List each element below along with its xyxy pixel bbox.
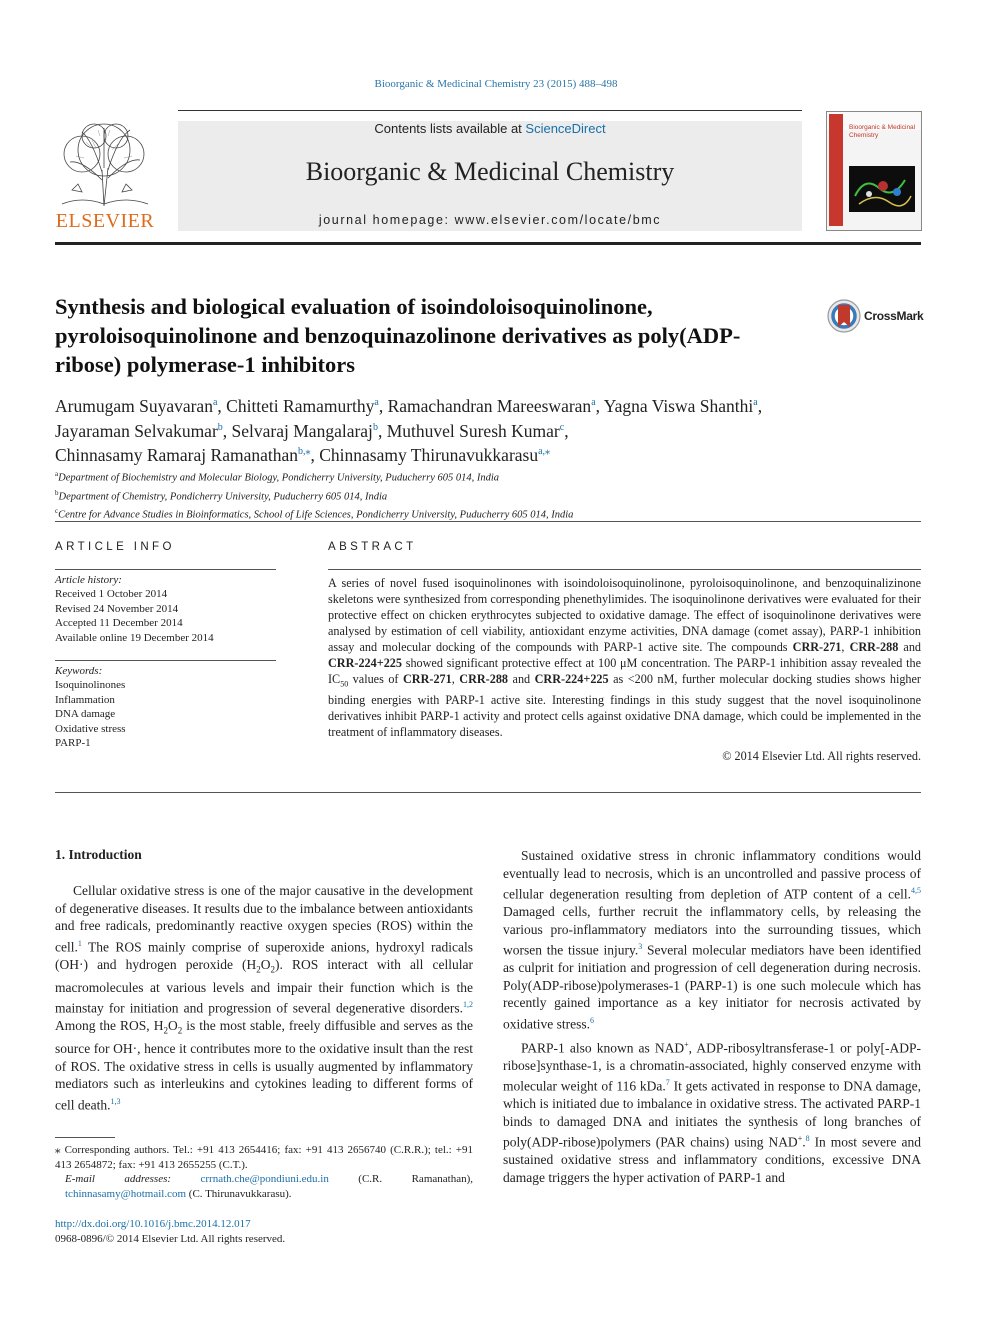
citation-link[interactable]: 3: [638, 942, 643, 951]
crossmark-label: CrossMark: [864, 309, 924, 323]
abstract-copyright: © 2014 Elsevier Ltd. All rights reserved.: [722, 749, 921, 763]
paragraph: PARP-1 also known as NAD+, ADP-ribosyltransferase-1 or poly[-ADP-ribose]synthase-1, is a chromatin-associated, highly conserved enzyme with molecular weight of 116 kDa.$^7$ It gets activated in response to DNA damage, which is initiated due to imbalance in oxidative stress. The activated PARP-1 binds to damaged DNA and initiates the synthesis of long branches of poly(ADP-ribose)polymers (PAR chains) using NAD+.$^8$ In most severe and sustained oxidative stress and inflammatory conditions, excessive DNA damage triggers the hyper activation of PARP-1 and: [503, 1039, 921, 1185]
journal-header-box: [178, 121, 802, 231]
issn-line: 0968-0896/© 2014 Elsevier Ltd. All rights reserved.: [55, 1232, 286, 1245]
cover-title: Bioorganic & Medicinal Chemistry: [849, 124, 916, 139]
author: Muthuvel Suresh Kumar$^c$,: [386, 420, 569, 441]
keywords-label: Keywords:: [55, 665, 103, 677]
intro-right-column: [503, 847, 921, 1186]
compound-label: CRR-271: [792, 640, 842, 654]
article-history: [55, 573, 276, 645]
sciencedirect-link[interactable]: ScienceDirect: [525, 121, 606, 136]
footnote-rule: [55, 1137, 115, 1138]
elsevier-tree-icon: [52, 120, 156, 210]
citation-link[interactable]: 6: [590, 1015, 594, 1025]
affiliation: $^b$Department of Chemistry, Pondicherry University, Puducherry 605 014, India: [55, 488, 388, 502]
header-top-rule: [178, 110, 802, 111]
paragraph: Cellular oxidative stress is one of the major causative in the development of degenerative diseases. It results due to the imbalance between antioxidants and free radicals, predominantly reactive oxygen species (ROS) within the cell.$^1$ The ROS mainly comprise of superoxide anions, hydroxyl radicals (OH·) and hydrogen peroxide $(H_2O_2)$. ROS interact with all cellular macromolecules at various levels and impair their function which is the mainstay for initiation and progression of several degenerative disorders.$^{1,2}$ Among the ROS, $H_2O_2$ is the most stable, freely diffusible and serves as the source for OH·, hence it contributes more to the oxidative insult than the rest of ROS. The oxidative stress in cells is usually augmented by inflammatory mediators such as interleukins and cytokines leading to different forms of cell death.$^{1,3}$: [55, 883, 473, 1113]
citation-link[interactable]: 4,5: [911, 886, 921, 895]
citation-link[interactable]: 7: [665, 1078, 670, 1087]
cover-molecule-icon: [849, 166, 915, 212]
author: Yagna Viswa Shanthi$^a$,: [603, 395, 763, 416]
paragraph: Sustained oxidative stress in chronic inflammatory conditions would eventually lead to necrosis, which is an uncontrolled and passive process of cellular degeneration resulting from depletion of ATP content of a cell.$^{4,5}$ Damaged cells, further recruit the inflammatory cells, by releasing the various pro-inflammatory mediators into the surrounding tissues, which worsen the tissue injury.$^3$ Several molecular mediators have been identified as culprit for initiation and progression of cell degeneration during necrosis. Poly(ADP-ribose)polymerases-1 (PARP-1) is one such molecule which has recently gained importance as a key initiator for necrosis activated by oxidative stress.$^6$: [503, 848, 922, 1031]
doi-link[interactable]: http://dx.doi.org/10.1016/j.bmc.2014.12.017: [55, 1218, 251, 1230]
author-list: [55, 392, 925, 466]
history-online: Available online 19 December 2014: [55, 631, 214, 644]
citation-link[interactable]: 8: [805, 1134, 810, 1143]
citation-link[interactable]: 1: [77, 938, 82, 948]
crossmark-icon: [826, 298, 862, 334]
author: Arumugam Suyavaran$^a$,: [55, 395, 227, 416]
section-heading-introduction: 1. Introduction: [55, 847, 142, 862]
email-link[interactable]: tchinnasamy@hotmail.com: [65, 1187, 187, 1200]
contents-line: [178, 121, 802, 136]
keyword: Inflammation: [55, 693, 115, 706]
author: Ramachandran Mareeswaran$^a$,: [387, 395, 604, 416]
abstract-heading: ABSTRACT: [328, 541, 417, 553]
email-link[interactable]: crrnath.che@pondiuni.edu.in: [200, 1173, 329, 1186]
compound-label: CRR-288: [849, 640, 899, 654]
intro-left-column: [55, 882, 473, 1114]
article-info-rule: [55, 569, 276, 570]
keyword: Oxidative stress: [55, 722, 126, 735]
affiliation: $^a$Department of Biochemistry and Molecular Biology, Pondicherry University, Puducherry 605 014, India: [55, 470, 500, 484]
cover-red-strip: [829, 114, 843, 226]
abstract-rule: [328, 569, 921, 570]
cover-image: [849, 166, 915, 212]
corresponding-author-footnote: [55, 1143, 473, 1201]
compound-label: CRR-224+225: [534, 672, 609, 686]
article-title: Synthesis and biological evaluation of isoindoloisoquinolinone, pyroloisoquinolinone and benzoquinazolinone derivatives as poly(ADP-ribose) polymerase-1 inhibitors: [55, 294, 741, 377]
citation-link[interactable]: 1,2: [463, 1000, 473, 1010]
history-revised: Revised 24 November 2014: [55, 602, 179, 615]
affiliations: [55, 467, 925, 523]
history-accepted: Accepted 11 December 2014: [55, 617, 183, 630]
elsevier-wordmark: ELSEVIER: [55, 210, 155, 232]
journal-cover-thumbnail[interactable]: [826, 111, 922, 231]
abstract-bottom-rule: [55, 792, 921, 793]
doi-block: [55, 1217, 473, 1246]
keywords: [55, 664, 276, 750]
journal-name: Bioorganic & Medicinal Chemistry: [305, 157, 675, 186]
keyword: Isoquinolinones: [55, 679, 126, 692]
footnote-contact: ⁎ Corresponding authors. Tel.: +91 413 2654416; fax: +91 413 2656740 (C.R.R.); tel.: +91 413 2654872; fax: +91 413 2655255 (C.T.).: [55, 1144, 473, 1171]
author: Chinnasamy Thirunavukkarasu$^{a,⁎}$: [319, 445, 551, 466]
author: Chinnasamy Ramaraj Ramanathan$^{b,⁎}$,: [55, 445, 320, 466]
compound-label: CRR-224+225: [328, 656, 402, 670]
article-info-heading: ARTICLE INFO: [55, 541, 175, 553]
contents-prefix: Contents lists available at: [374, 121, 526, 136]
affiliation: $^c$Centre for Advance Studies in Bioinformatics, School of Life Sciences, Pondicherry University, Puducherry 605 014, India: [55, 507, 574, 521]
affiliations-rule: [55, 521, 921, 522]
author: Selvaraj Mangalaraj$^b$,: [231, 420, 387, 441]
header-bottom-rule: [55, 242, 921, 245]
keywords-rule: [55, 660, 276, 661]
abstract-text: A series of novel fused isoquinolinones with isoindoloisoquinolinone, pyroloisoquinolinone, and benzoquinalizinone skeletons were synthesized from corresponding phenethylimides. The isoquinolinone derivatives were evaluated for their protective effect on chicken erythrocytes subjected to oxidative damage. The effect of isoquinolinone derivatives were analysed by estimation of cell viability, antioxidant enzyme activities, DNA damage (comet assay), PARP-1 inhibition assay and molecular docking of the compounds with PARP-1 active site. The compounds CRR-271, CRR-288 and CRR-224+225 showed significant protective effect at 100 μM concentration. The PARP-1 inhibition assay revealed the $IC_{50}$ values of CRR-271, CRR-288 and CRR-224+225 as <200 nM, further molecular docking studies shows higher binding energies with PARP-1 active site. Interesting findings in this study suggest that the novel isoquinolinone derivatives inhibit PARP-1 activity and protect cells against oxidative DNA damage, which could be implemented in the treatment of inflammatory diseases.: [328, 576, 922, 740]
footnote-emails: E-mail addresses: crrnath.che@pondiuni.edu.in (C.R. Ramanathan), tchinnasamy@hotmail.com (C. Thirunavukkarasu).: [65, 1173, 473, 1200]
journal-homepage[interactable]: journal homepage: www.elsevier.com/locate/bmc: [318, 213, 662, 227]
keyword: PARP-1: [55, 737, 91, 750]
history-label: Article history:: [55, 574, 122, 586]
journal-reference[interactable]: Bioorganic & Medicinal Chemistry 23 (2015) 488–498: [374, 78, 618, 90]
keyword: DNA damage: [55, 708, 116, 721]
history-received: Received 1 October 2014: [55, 588, 168, 601]
author: Chitteti Ramamurthy$^a$,: [226, 395, 388, 416]
footnote-star: ⁎: [55, 1144, 61, 1156]
compound-label: CRR-288: [459, 672, 509, 686]
citation-link[interactable]: 1,3: [110, 1096, 121, 1106]
compound-label: CRR-271: [402, 672, 452, 686]
author: Jayaraman Selvakumar$^b$,: [55, 420, 232, 441]
